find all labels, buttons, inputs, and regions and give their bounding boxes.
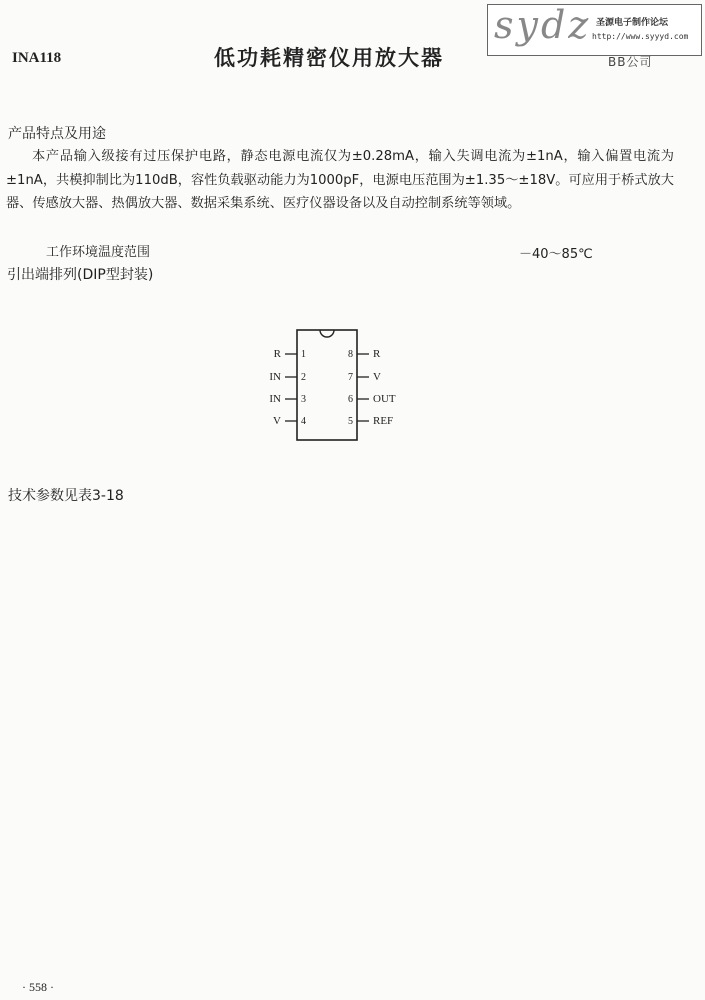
logo-url: http://www.syyyd.com	[592, 32, 689, 41]
pin-8-number: 8	[348, 349, 353, 360]
pin-5-number: 5	[348, 416, 353, 427]
pin-7-label: V	[373, 371, 381, 383]
forum-logo	[487, 4, 702, 56]
logo-forum-name: 圣源电子制作论坛	[596, 18, 669, 28]
pin-8-label: R	[373, 348, 381, 360]
chip-notch	[320, 330, 334, 337]
dip-pinout-diagram	[255, 322, 425, 447]
page-number: · 558 ·	[22, 980, 54, 994]
part-number: INA118	[12, 50, 62, 66]
specs-reference: 技术参数见表3-18	[8, 488, 124, 504]
features-heading: 产品特点及用途	[8, 126, 106, 142]
pin-5-label: REF	[373, 415, 394, 427]
pin-2-number: 2	[301, 372, 306, 383]
logo-wordmark: sydz	[494, 3, 592, 47]
pin-2-label: IN	[269, 371, 281, 383]
pin-1-number: 1	[301, 349, 306, 360]
temperature-range-value: －40～85℃	[519, 247, 593, 262]
pin-4-label: V	[273, 415, 281, 427]
pin-6-label: OUT	[373, 393, 396, 405]
features-paragraph: 本产品输入级接有过压保护电路，静态电源电流仅为±0.28mA，输入失调电流为±1nA，输入偏置电流为±1nA，共模抑制比为110dB，容性负载驱动能力为1000pF，电源电压范围为±1.35～±18V。可应用于桥式放大器、传感放大器、热偶放大器、数据采集系统、医疗仪器设备以及自动控制系统等领域。	[6, 149, 674, 211]
pin-7-number: 7	[348, 372, 353, 383]
pinout-heading: 引出端排列(DIP型封装)	[7, 267, 154, 283]
pin-4-number: 4	[301, 416, 306, 427]
pin-3-label: IN	[269, 393, 281, 405]
pin-6-number: 6	[348, 394, 353, 405]
document-title: 低功耗精密仪用放大器	[214, 46, 444, 70]
pin-1-label: R	[273, 348, 281, 360]
temperature-range-label: 工作环境温度范围	[46, 245, 151, 260]
pin-3-number: 3	[301, 394, 306, 405]
company-name: BB公司	[608, 55, 653, 69]
